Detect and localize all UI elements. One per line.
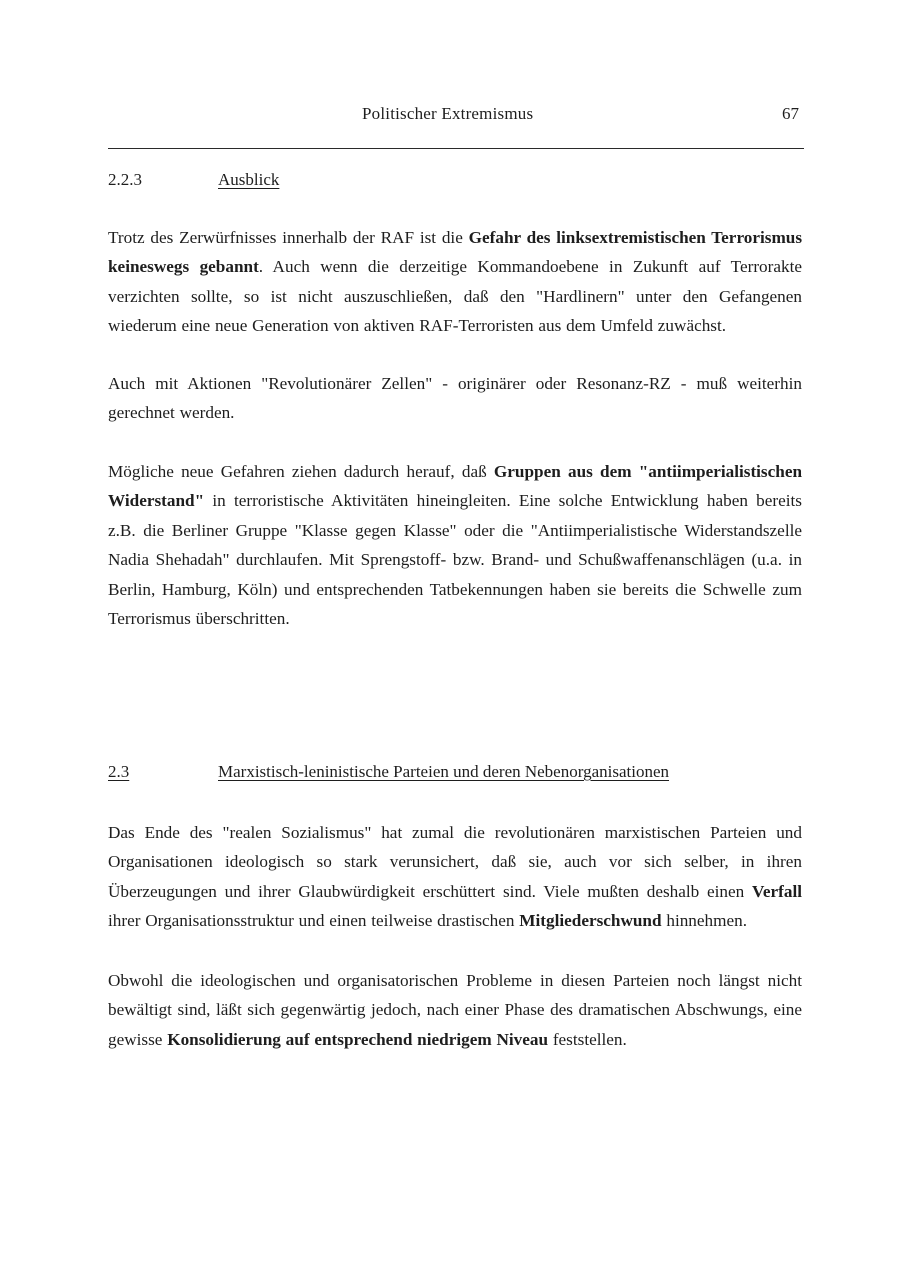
section-title: Marxistisch-leninistische Parteien und deren Nebenorganisationen — [218, 762, 670, 781]
bold-text-run: Konsolidierung auf entsprechend niedrigem Niveau — [167, 1029, 549, 1049]
text-run: ihrer Organisationsstruktur und einen teilweise drastischen — [108, 911, 520, 931]
bold-text-run: Gruppen aus dem "antiimperialistischen Widerstand" — [108, 462, 803, 511]
section-number: 2.3 — [108, 762, 130, 781]
text-run: . Auch wenn die derzeitige Kommandoebene in Zukunft auf Terrorakte verzichten sollte, so ist nicht auszuschließen, daß den "Hardlinern" unter den Gefangenen wiederum eine neue Generation von aktiven RAF-Terroristen aus dem Umfeld zuwächst. — [108, 257, 802, 336]
section-title: Ausblick — [218, 170, 280, 189]
paragraph: Auch mit Aktionen "Revolutionärer Zellen" - originärer oder Resonanz-RZ - muß weiterhin gerechnet werden. — [108, 374, 802, 423]
text-run: Mögliche neue Gefahren ziehen dadurch herauf, daß — [108, 462, 494, 481]
text-run: in terroristische Aktivitäten hineingleiten. Eine solche Entwicklung haben bereits z.B. die Berliner Gruppe "Klasse gegen Klasse" oder die "Antiimperialistische Widerstandszelle Nadia Shehadah" durchlaufen. Mit Sprengstoff- bzw. Brand- und Schußwaffenanschlägen (u.a. in Berlin, Hamburg, Köln) und entsprechenden Tatbekennungen haben sie bereits die Schwelle zum Terrorismus überschritten. — [108, 491, 802, 629]
text-run: Das Ende des "realen Sozialismus" hat zumal die revolutionären marxistischen Parteien und Organisationen ideologisch so stark verunsichert, daß sie, auch vor sich selber, in ihren Überzeugungen und ihrer Glaubwürdigkeit erschüttert sind. Viele mußten deshalb einen — [108, 823, 802, 901]
bold-text-run: Mitgliederschwund — [519, 911, 662, 931]
text-run: Trotz des Zerwürfnisses innerhalb der RAF ist die — [108, 228, 469, 247]
header-divider — [108, 148, 804, 149]
paragraph — [108, 457, 802, 633]
bold-text-run: Gefahr des linksextremistischen Terrorismus keineswegs gebannt — [108, 228, 803, 277]
text-run: feststellen. — [548, 1029, 627, 1049]
paragraph — [108, 966, 802, 1054]
running-header-title: Politischer Extremismus — [362, 104, 534, 123]
section-number: 2.2.3 — [108, 170, 142, 189]
paragraph — [108, 223, 802, 341]
text-run: hinnehmen. — [661, 911, 748, 931]
text-run: Obwohl die ideologischen und organisatorischen Probleme in diesen Parteien noch längst nicht bewältigt sind, läßt sich gegenwärtig jedoch, nach einer Phase des dramatischen Abschwungs, eine gewisse — [108, 971, 802, 1049]
bold-text-run: Verfall — [752, 881, 802, 901]
paragraph — [108, 818, 802, 936]
page-number: 67 — [782, 104, 799, 123]
